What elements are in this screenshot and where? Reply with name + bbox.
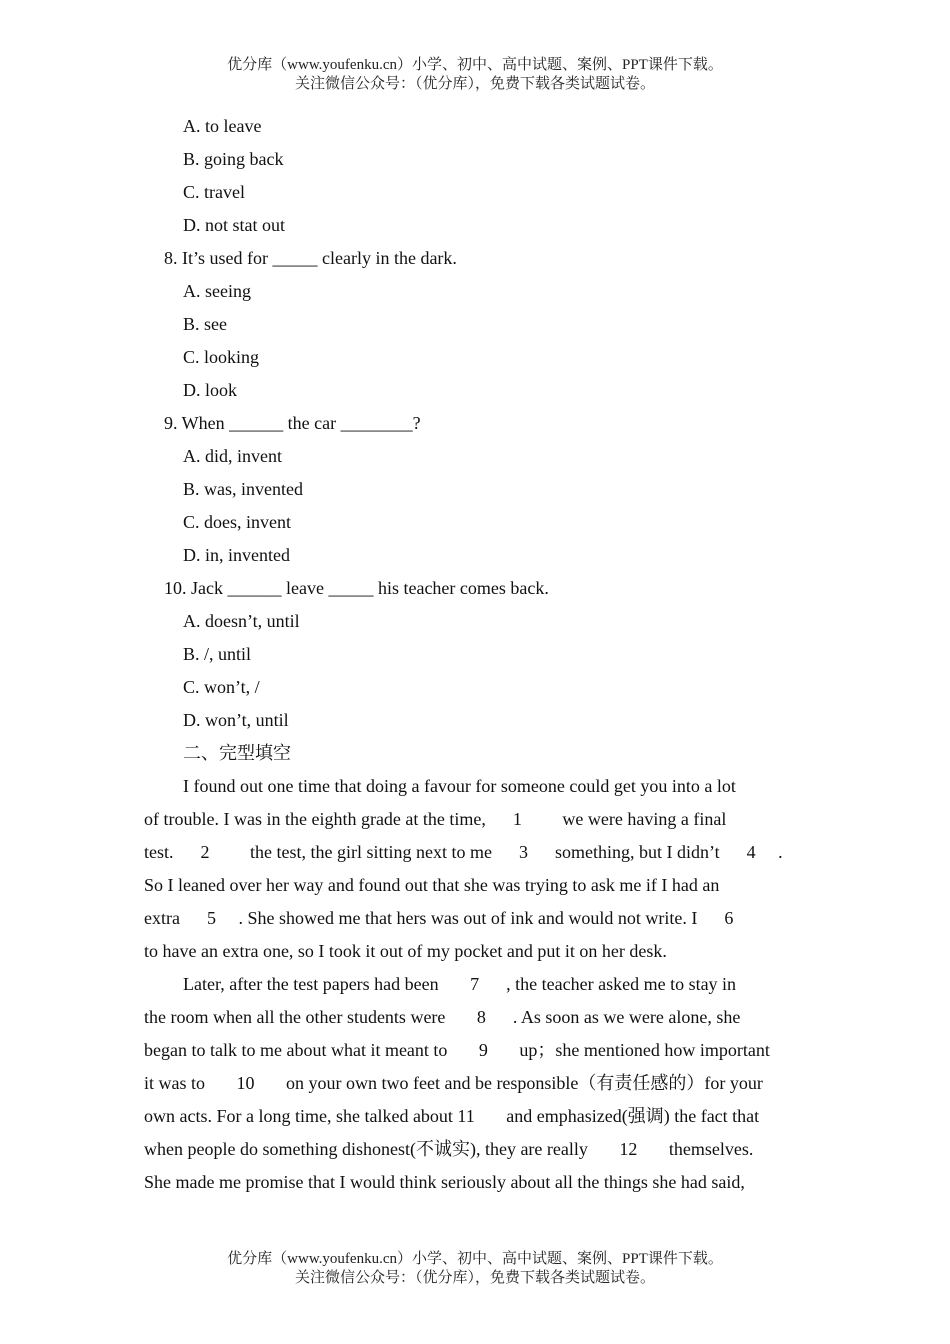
- footer-line-1: 优分库（www.youfenku.cn）小学、初中、高中试题、案例、PPT课件下载。: [227, 1251, 723, 1267]
- q9-option-c: C. does, invent: [183, 512, 291, 532]
- passage-line: it was to 10 on your own two feet and be responsible（有责任感的）for your: [144, 1073, 763, 1093]
- header-line-2: 关注微信公众号：（优分库），免费下载各类试题试卷。: [294, 76, 655, 92]
- q10-stem: 10. Jack ______ leave _____ his teacher comes back.: [164, 578, 549, 598]
- q9-option-d: D. in, invented: [183, 545, 290, 565]
- passage-line: She made me promise that I would think seriously about all the things she had said,: [144, 1172, 745, 1192]
- q8-stem: 8. It’s used for _____ clearly in the dark.: [164, 248, 457, 268]
- q10-option-c: C. won’t, /: [183, 677, 260, 697]
- q8-option-d: D. look: [183, 380, 237, 400]
- passage-line: test. 2 the test, the girl sitting next to me 3 something, but I didn’t 4 .: [144, 842, 783, 862]
- q9-option-b: B. was, invented: [183, 479, 303, 499]
- footer-line-2: 关注微信公众号：（优分库），免费下载各类试题试卷。: [294, 1270, 655, 1286]
- section-title: 二、完型填空: [183, 743, 291, 763]
- q8-option-c: C. looking: [183, 347, 260, 367]
- page-header: [0, 56, 950, 94]
- q10-option-d: D. won’t, until: [183, 710, 289, 730]
- passage-line: I found out one time that doing a favour for someone could get you into a lot: [183, 776, 736, 796]
- q7-option-d: D. not stat out: [183, 215, 285, 235]
- passage-line: own acts. For a long time, she talked about 11 and emphasized(强调) the fact that: [144, 1106, 760, 1126]
- q10-option-b: B. /, until: [183, 644, 252, 664]
- q9-option-a: A. did, invent: [183, 446, 282, 466]
- passage-line: So I leaned over her way and found out that she was trying to ask me if I had an: [144, 875, 720, 895]
- document-body: [0, 110, 950, 1199]
- passage-line: the room when all the other students were 8 . As soon as we were alone, she: [144, 1007, 741, 1027]
- q8-option-b: B. see: [183, 314, 227, 334]
- q8-option-a: A. seeing: [183, 281, 251, 301]
- q9-stem: 9. When ______ the car ________?: [164, 413, 421, 433]
- q7-option-b: B. going back: [183, 149, 284, 169]
- header-line-1: 优分库（www.youfenku.cn）小学、初中、高中试题、案例、PPT课件下载。: [227, 57, 723, 73]
- passage-line: Later, after the test papers had been 7 , the teacher asked me to stay in: [183, 974, 737, 994]
- passage-line: when people do something dishonest(不诚实), they are really 12 themselves.: [144, 1139, 754, 1159]
- passage-line: of trouble. I was in the eighth grade at the time, 1 we were having a final: [144, 809, 727, 829]
- page-footer: [0, 1250, 950, 1288]
- passage-line: began to talk to me about what it meant to 9 up；she mentioned how important: [144, 1040, 770, 1060]
- passage-line: extra 5 . She showed me that hers was out of ink and would not write. I 6: [144, 908, 734, 928]
- q7-option-a: A. to leave: [183, 116, 262, 136]
- passage-line: to have an extra one, so I took it out of my pocket and put it on her desk.: [144, 941, 667, 961]
- q10-option-a: A. doesn’t, until: [183, 611, 300, 631]
- q7-option-c: C. travel: [183, 182, 245, 202]
